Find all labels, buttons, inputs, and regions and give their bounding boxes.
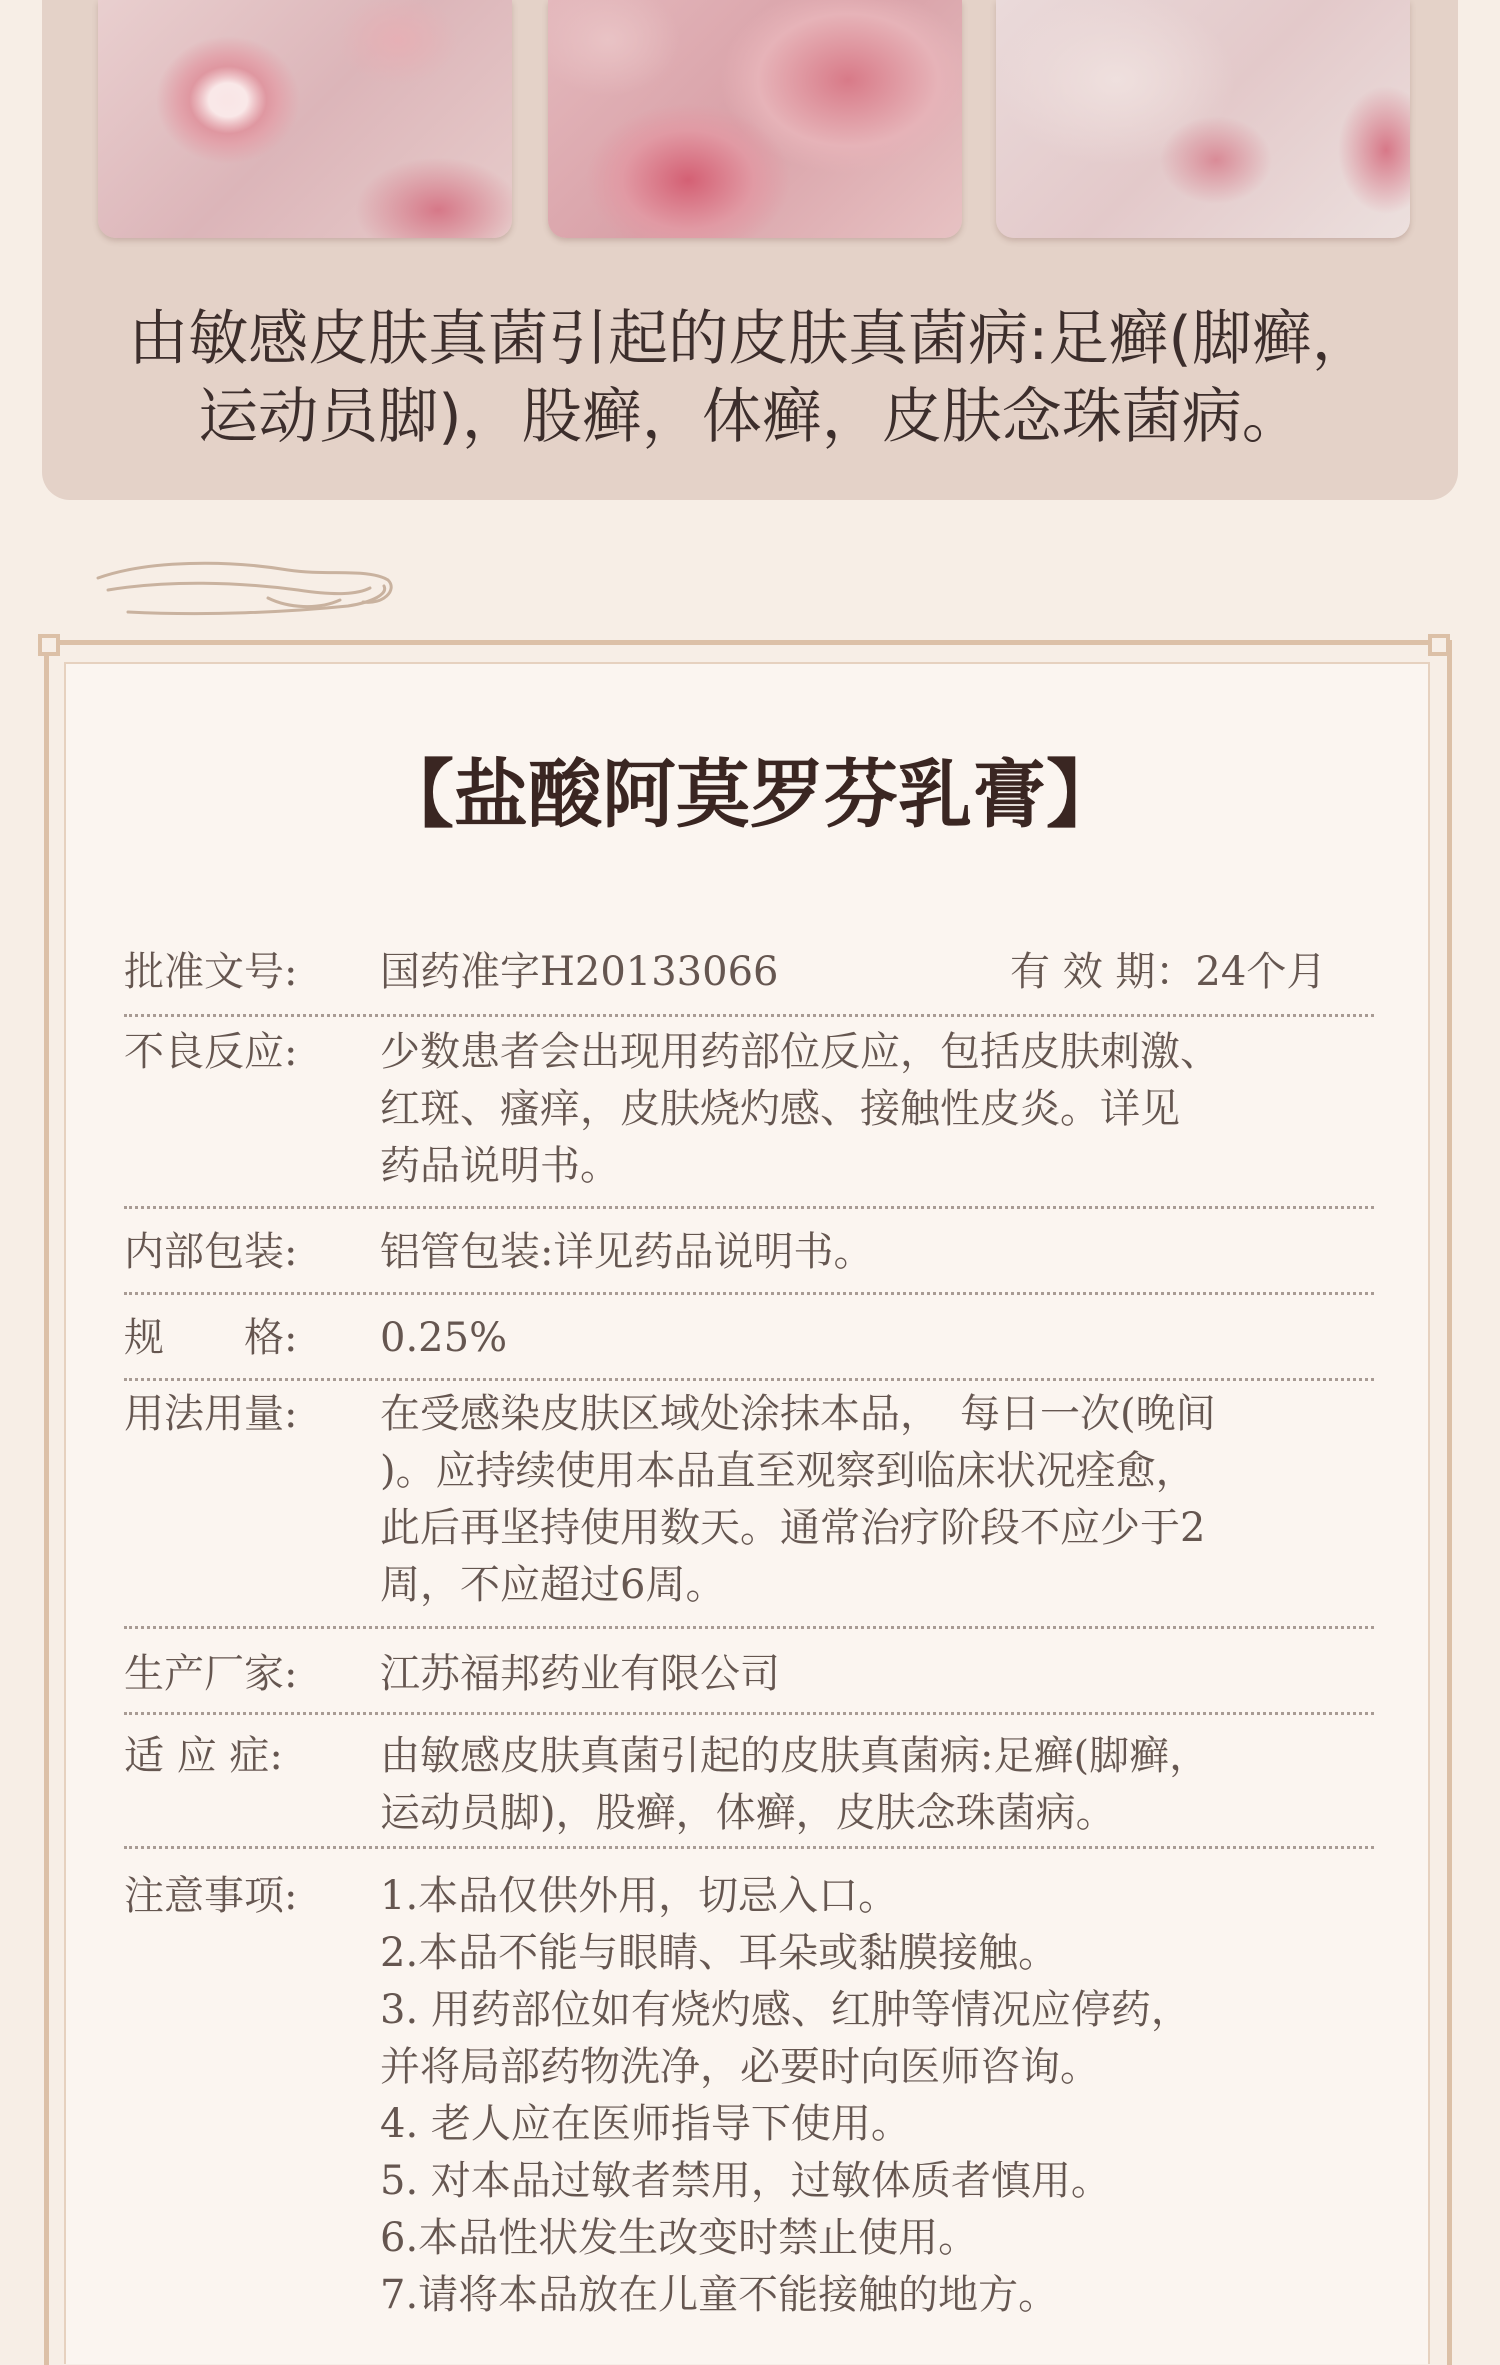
row-divider [124,1292,1374,1295]
row-divider [124,1378,1374,1381]
info-row-package [124,1224,1374,1281]
info-row-adverse [124,1024,1374,1195]
usage-line: )。应持续使用本品直至观察到临床状况痊愈， [380,1448,1196,1494]
indication-label: 适 应 症: [124,1733,283,1779]
spec-value: 0.25% [380,1315,508,1361]
row-divider [124,1846,1374,1849]
info-row-usage [124,1386,1374,1614]
notes-line: 6.本品性状发生改变时禁止使用。 [380,2215,979,2261]
row-divider [124,1712,1374,1715]
product-title: 【盐酸阿莫罗芬乳膏】 [380,752,1120,838]
notes-line: 2.本品不能与眼睛、耳朵或黏膜接触。 [380,1930,1059,1976]
usage-value [380,1386,1380,1614]
validity-value: 有 效 期：24个月 [1010,949,1327,995]
info-row-spec [124,1310,1374,1367]
row-divider [124,1014,1374,1017]
usage-line: 周，不应超过6周。 [380,1562,726,1608]
row-divider [124,1206,1374,1209]
notes-label: 注意事项: [124,1873,298,1919]
usage-label: 用法用量: [124,1391,298,1437]
skin-lesion-photo [98,0,512,238]
usage-line: 在受感染皮肤区域处涂抹本品， 每日一次(晚间 [380,1391,1216,1437]
adverse-line: 红斑、瘙痒，皮肤烧灼感、接触性皮炎。详见 [380,1086,1180,1132]
approval-value: 国药准字H20133066 [380,949,779,995]
info-row-approval [124,944,1374,1001]
frame-corner [1428,634,1450,656]
notes-value [380,1868,1380,2324]
manufacturer-value: 江苏福邦药业有限公司 [380,1651,780,1697]
skin-lesion-photo [548,0,962,238]
indication-line: 由敏感皮肤真菌引起的皮肤真菌病:足癣(脚癣， [380,1733,1210,1779]
row-divider [124,1626,1374,1629]
notes-line: 并将局部药物洗净，必要时向医师咨询。 [380,2044,1100,2090]
indication-summary-line: 由敏感皮肤真菌引起的皮肤真菌病:足癣(脚癣， [128,304,1372,374]
info-row-notes [124,1868,1374,2324]
skin-lesion-photo [996,0,1410,238]
approval-label: 批准文号: [124,949,298,995]
frame-corner [38,634,60,656]
package-value: 铝管包装:详见药品说明书。 [380,1229,874,1275]
notes-line: 4. 老人应在医师指导下使用。 [380,2101,911,2147]
notes-line: 5. 对本品过敏者禁用，过敏体质者慎用。 [380,2158,1111,2204]
cloud-ornament-icon [88,550,408,630]
manufacturer-label: 生产厂家: [124,1651,298,1697]
indication-summary [42,300,1458,456]
adverse-line: 药品说明书。 [380,1143,620,1189]
notes-line: 1.本品仅供外用，切忌入口。 [380,1873,899,1919]
adverse-value [380,1024,1380,1195]
adverse-line: 少数患者会出现用药部位反应，包括皮肤刺激、 [380,1029,1220,1075]
info-row-indication [124,1728,1374,1842]
adverse-label: 不良反应: [124,1029,298,1075]
indication-line: 运动员脚)，股癣，体癣，皮肤念珠菌病。 [380,1790,1116,1836]
info-row-manufacturer [124,1646,1374,1703]
usage-line: 此后再坚持使用数天。通常治疗阶段不应少于2 [380,1505,1206,1551]
spec-label: 规 格: [124,1315,298,1361]
package-label: 内部包装: [124,1229,298,1275]
notes-line: 7.请将本品放在儿童不能接触的地方。 [380,2272,1059,2318]
notes-line: 3. 用药部位如有烧灼感、红肿等情况应停药， [380,1987,1191,2033]
indication-value [380,1728,1380,1842]
indication-summary-line: 运动员脚)，股癣，体癣，皮肤念珠菌病。 [198,382,1302,452]
